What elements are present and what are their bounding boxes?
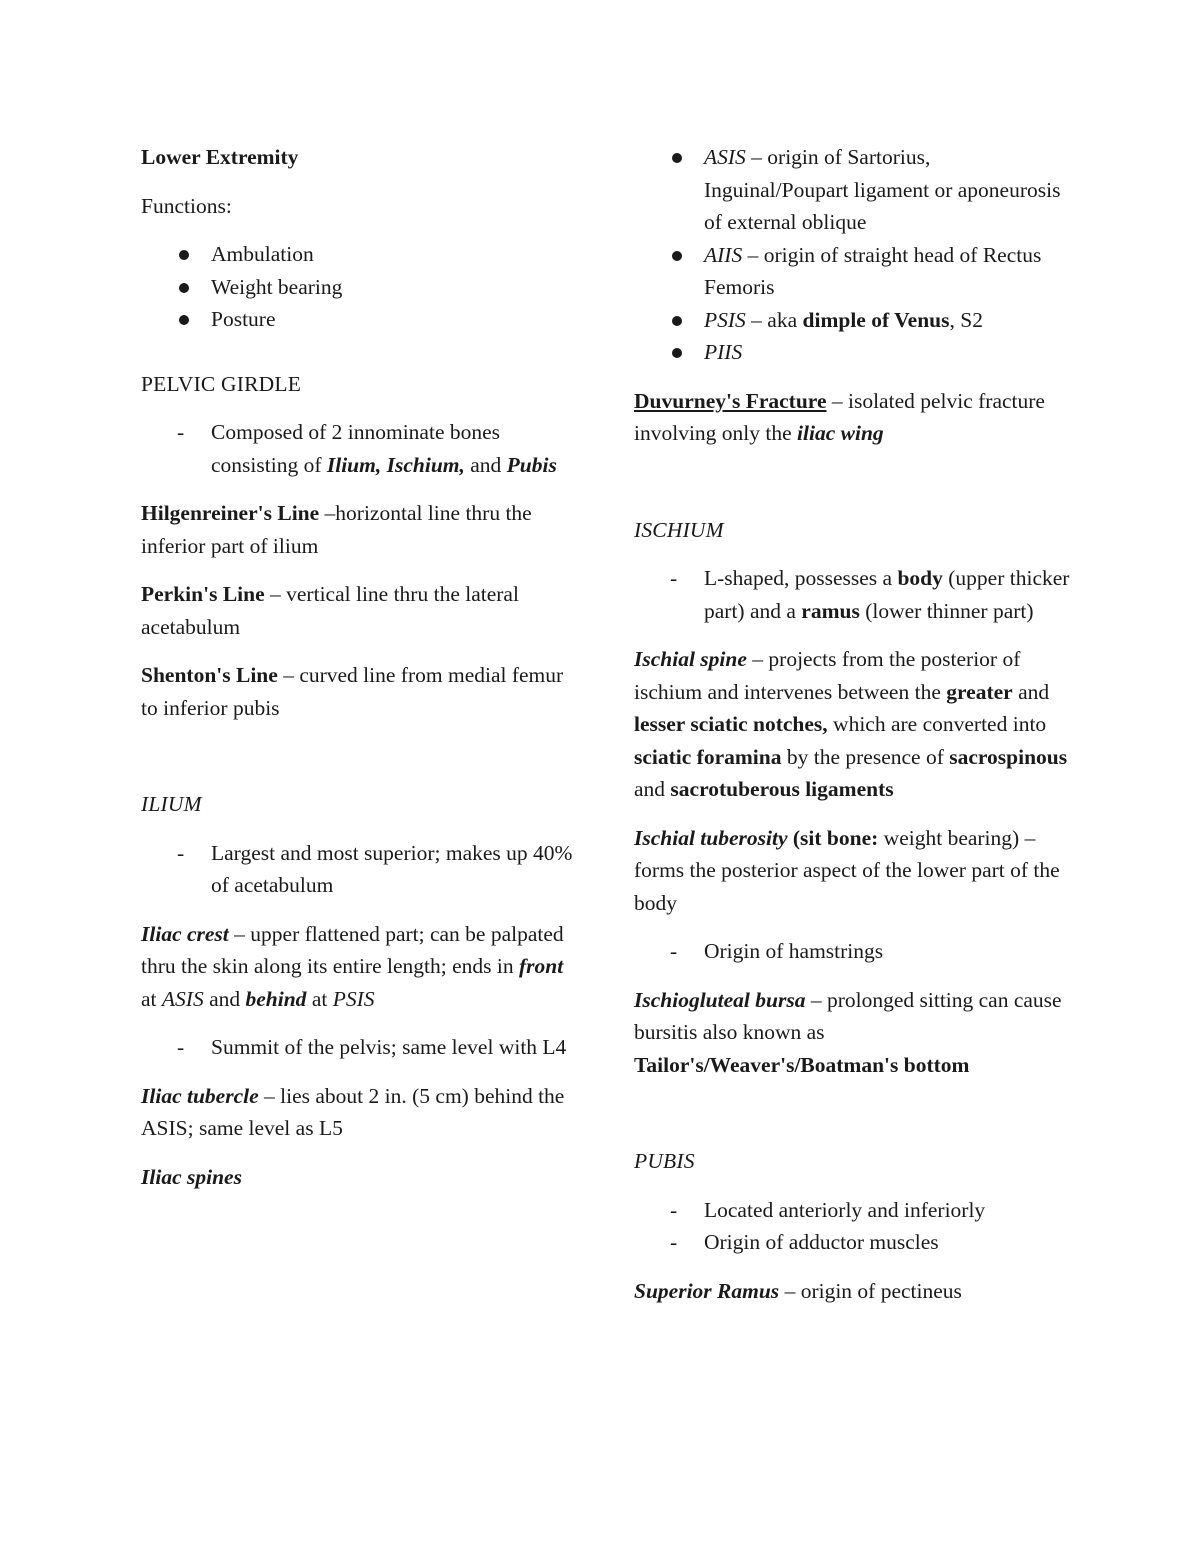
list-item-aiis: AIIS – origin of straight head of Rectus Femoris (634, 239, 1074, 304)
functions-list (141, 238, 581, 336)
list-item: Weight bearing (141, 271, 581, 304)
ilium-list (141, 837, 581, 902)
list-item: - Composed of 2 innominate bones consisting of Ilium, Ischium, and Pubis (141, 416, 581, 481)
left-column (141, 141, 581, 1193)
ischial-tuberosity-entry: Ischial tuberosity (sit bone: weight bearing) – forms the posterior aspect of the lower part of the body (634, 825, 1060, 915)
iliac-tubercle-entry: Iliac tubercle – lies about 2 in. (5 cm) behind the ASIS; same level as L5 (141, 1083, 565, 1140)
perkin-line-entry: Perkin's Line – vertical line thru the lateral acetabulum (141, 582, 519, 639)
iliac-spines-list (634, 141, 1074, 369)
ischial-spine-entry: Ischial spine – projects from the posterior of ischium and intervenes between the greater and lesser sciatic notches, which are converted into sciatic foramina by the presence of sacrospinous and sacrotuberous ligaments (634, 647, 1068, 801)
list-item: - Located anteriorly and inferiorly (634, 1194, 1074, 1227)
ischial-tuberosity-list (634, 935, 1074, 968)
list-item: Ambulation (141, 238, 581, 271)
functions-label: Functions: (141, 193, 232, 218)
list-item: Posture (141, 303, 581, 336)
ischium-list (634, 562, 1074, 627)
shenton-line-entry: Shenton's Line – curved line from medial femur to inferior pubis (141, 663, 564, 720)
ischium-heading: ISCHIUM (634, 517, 724, 542)
ilium-heading: ILIUM (141, 792, 202, 816)
right-column (634, 141, 1074, 1307)
list-item: - Summit of the pelvis; same level with L4 (141, 1031, 581, 1064)
list-item: - Largest and most superior; makes up 40% of acetabulum (141, 837, 581, 902)
pelvic-girdle-heading: PELVIC GIRDLE (141, 371, 302, 396)
list-item: - Origin of hamstrings (634, 935, 1074, 968)
list-item-psis: PSIS – aka dimple of Venus, S2 (634, 304, 1074, 337)
superior-ramus-entry: Superior Ramus – origin of pectineus (634, 1278, 962, 1303)
ischiogluteal-bursa-entry: Ischiogluteal bursa – prolonged sitting can cause bursitis also known as Tailor's/Weaver's/Boatman's bottom (634, 987, 1062, 1077)
list-item: - L-shaped, possesses a body (upper thicker part) and a ramus (lower thinner part) (634, 562, 1074, 627)
hilgenreiner-line-entry: Hilgenreiner's Line –horizontal line thru the inferior part of ilium (141, 501, 532, 558)
duvurney-fracture-entry: Duvurney's Fracture – isolated pelvic fracture involving only the iliac wing (634, 388, 1045, 445)
document-title: Lower Extremity (141, 145, 299, 169)
pubis-list (634, 1194, 1074, 1259)
iliac-spines-heading: Iliac spines (141, 1164, 242, 1189)
iliac-crest-list (141, 1031, 581, 1064)
list-item-asis: ASIS – origin of Sartorius, Inguinal/Poupart ligament or aponeurosis of external oblique (634, 141, 1074, 239)
iliac-crest-entry: Iliac crest – upper flattened part; can be palpated thru the skin along its entire length; ends in front at ASIS and behind at PSIS (141, 921, 564, 1011)
pelvic-girdle-list (141, 416, 581, 481)
list-item: - Origin of adductor muscles (634, 1226, 1074, 1259)
list-item-piis: PIIS (634, 336, 1074, 369)
pubis-heading: PUBIS (634, 1149, 695, 1173)
